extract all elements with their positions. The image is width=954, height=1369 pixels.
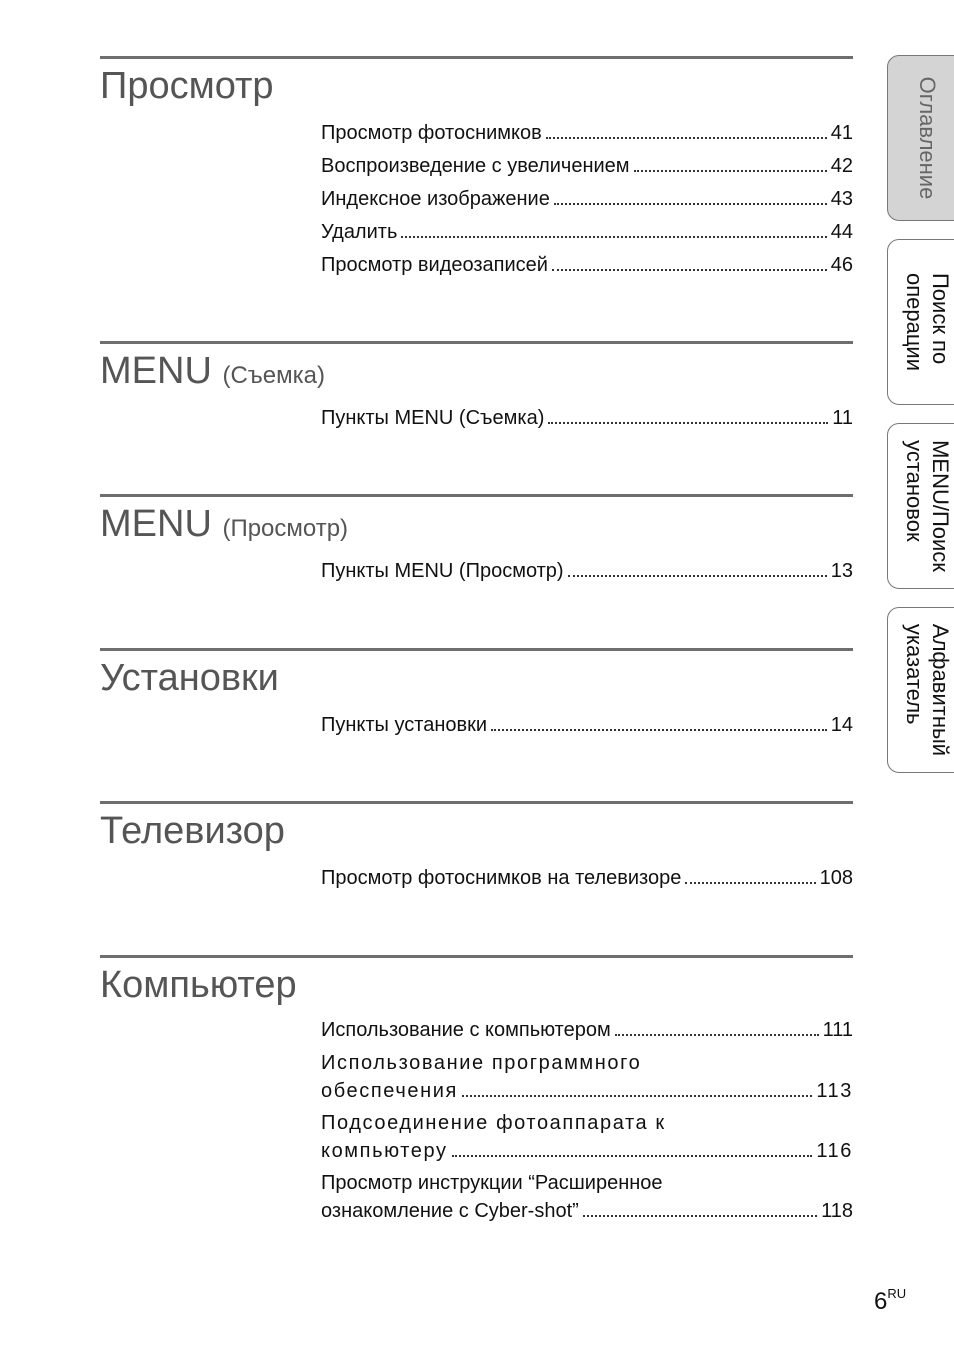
toc-entry[interactable]: Подсоединение фотоаппарата к компьютеру 116 xyxy=(321,1109,853,1165)
page-ref: 14 xyxy=(830,714,853,736)
tab-contents[interactable]: Оглавление xyxy=(887,55,954,221)
section-divider xyxy=(100,955,853,958)
section-title: Телевизор xyxy=(100,810,285,852)
section-title: Компьютер xyxy=(100,964,297,1006)
toc-entry[interactable]: Пункты MENU (Просмотр) 13 xyxy=(321,555,853,588)
section-menu-shooting xyxy=(100,341,853,399)
section-title: Просмотр xyxy=(100,65,274,107)
toc-entry[interactable]: Использование программного обеспечения 113 xyxy=(321,1049,853,1105)
toc-entry[interactable]: Просмотр фотоснимков 41 xyxy=(321,117,853,150)
page-ref: 111 xyxy=(822,1019,853,1041)
page-number: $6^{RU}$ xyxy=(874,1286,907,1315)
page-ref: 118 xyxy=(821,1200,853,1222)
page-ref: 113 xyxy=(816,1080,853,1102)
computer-entries xyxy=(321,1014,853,1225)
page-ref: 42 xyxy=(830,155,853,177)
section-menu-playback xyxy=(100,494,853,552)
page-ref: 41 xyxy=(830,122,853,144)
toc-entry[interactable]: Пункты установки 14 xyxy=(321,709,853,742)
toc-entry[interactable]: Индексное изображение 43 xyxy=(321,183,853,216)
tv-entries xyxy=(321,862,853,895)
page-ref: 11 xyxy=(832,407,853,429)
section-divider xyxy=(100,341,853,344)
page-ref: 108 xyxy=(819,867,853,889)
section-divider xyxy=(100,494,853,497)
page-ref: 13 xyxy=(830,560,853,582)
section-divider xyxy=(100,56,853,59)
toc-entry[interactable]: Просмотр фотоснимков на телевизоре 108 xyxy=(321,862,853,895)
section-playback xyxy=(100,56,853,109)
toc-entry[interactable]: Удалить 44 xyxy=(321,216,853,249)
menu-shooting-entries xyxy=(321,402,853,435)
section-title: MENU (Съемка) xyxy=(100,350,325,392)
page-ref: 43 xyxy=(830,188,853,210)
tab-alphabetical-index[interactable]: Алфавитный указатель xyxy=(887,607,954,773)
page-ref: 46 xyxy=(830,254,853,276)
section-tv xyxy=(100,801,853,854)
toc-entry[interactable]: Просмотр инструкции “Расширенное ознакомление с Cyber-shot” 118 xyxy=(321,1169,853,1225)
section-divider xyxy=(100,648,853,651)
section-divider xyxy=(100,801,853,804)
section-subtitle: (Съемка) xyxy=(222,362,325,389)
menu-playback-entries xyxy=(321,555,853,588)
section-subtitle: (Просмотр) xyxy=(222,515,349,542)
tab-search-by-operation[interactable]: Поиск по операции xyxy=(887,239,954,405)
section-title: MENU (Просмотр) xyxy=(100,503,349,545)
toc-entry[interactable]: Воспроизведение с увеличением 42 xyxy=(321,150,853,183)
toc-entry[interactable]: Просмотр видеозаписей 46 xyxy=(321,249,853,282)
section-settings xyxy=(100,648,853,701)
settings-entries xyxy=(321,709,853,742)
section-computer xyxy=(100,955,853,1008)
toc-entry[interactable]: Использование с компьютером 111 xyxy=(321,1014,853,1047)
page-ref: 44 xyxy=(830,221,853,243)
playback-entries xyxy=(321,117,853,282)
section-title: Установки xyxy=(100,657,279,699)
tab-menu-settings-search[interactable]: MENU/Поиск установок xyxy=(887,423,954,589)
page-ref: 116 xyxy=(816,1140,853,1162)
toc-entry[interactable]: Пункты MENU (Съемка) 11 xyxy=(321,402,853,435)
